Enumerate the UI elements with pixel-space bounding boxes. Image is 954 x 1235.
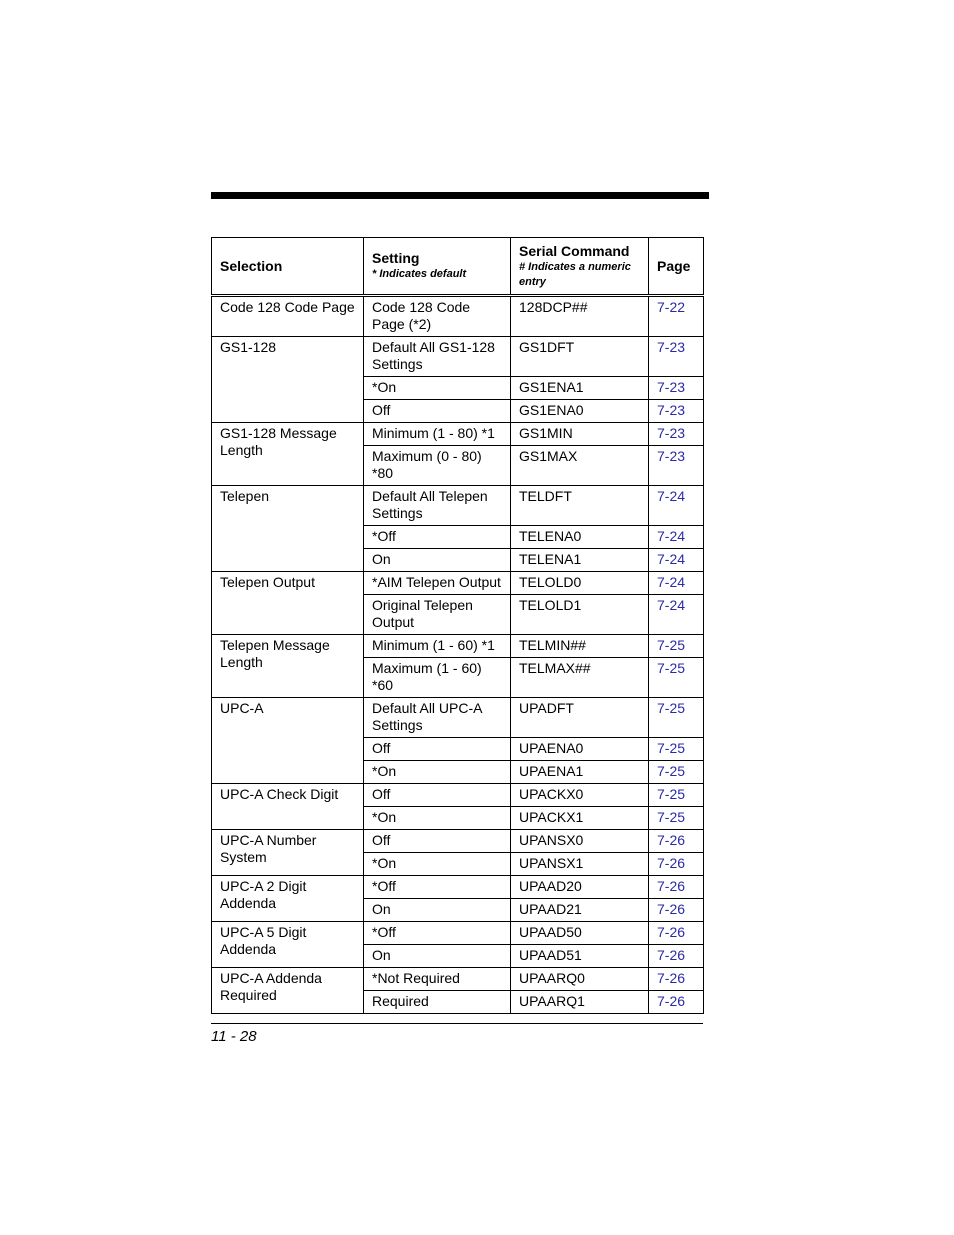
table-row bbox=[212, 423, 704, 446]
serial-command-cell: TELENA1 bbox=[511, 549, 649, 572]
setting-cell: *On bbox=[364, 377, 511, 400]
header-serial-command: Serial Command # Indicates a numeric entry bbox=[511, 238, 649, 296]
serial-command-cell: GS1DFT bbox=[511, 337, 649, 377]
serial-command-cell: GS1ENA0 bbox=[511, 400, 649, 423]
table-row bbox=[212, 296, 704, 337]
page-cell bbox=[649, 658, 704, 698]
page-cell bbox=[649, 549, 704, 572]
page-link[interactable]: 7-23 bbox=[657, 379, 686, 395]
setting-cell: Off bbox=[364, 400, 511, 423]
selection-cell: GS1-128 Message Length bbox=[212, 423, 364, 486]
page-link[interactable]: 7-26 bbox=[657, 993, 686, 1009]
header-selection: Selection bbox=[212, 238, 364, 296]
table-row bbox=[212, 698, 704, 738]
setting-cell: Required bbox=[364, 991, 511, 1014]
selection-cell: UPC-A Addenda Required bbox=[212, 968, 364, 1014]
setting-cell: Minimum (1 - 80) *1 bbox=[364, 423, 511, 446]
page-cell bbox=[649, 400, 704, 423]
page-cell bbox=[649, 446, 704, 486]
setting-cell: *Not Required bbox=[364, 968, 511, 991]
serial-command-cell: UPAARQ1 bbox=[511, 991, 649, 1014]
page-link[interactable]: 7-24 bbox=[657, 528, 686, 544]
setting-cell: Default All GS1-128 Settings bbox=[364, 337, 511, 377]
page-link[interactable]: 7-25 bbox=[657, 809, 686, 825]
setting-cell: *Off bbox=[364, 876, 511, 899]
page-cell bbox=[649, 830, 704, 853]
page-number: 11 - 28 bbox=[211, 1028, 257, 1045]
page-cell bbox=[649, 423, 704, 446]
setting-cell: Minimum (1 - 60) *1 bbox=[364, 635, 511, 658]
page-cell bbox=[649, 635, 704, 658]
selection-cell: Code 128 Code Page bbox=[212, 296, 364, 337]
serial-command-cell: TELDFT bbox=[511, 486, 649, 526]
selection-cell: Telepen bbox=[212, 486, 364, 572]
page-cell bbox=[649, 853, 704, 876]
selection-cell: Telepen Message Length bbox=[212, 635, 364, 698]
page-cell bbox=[649, 761, 704, 784]
setting-cell: Maximum (1 - 60) *60 bbox=[364, 658, 511, 698]
table-row bbox=[212, 572, 704, 595]
setting-cell: *On bbox=[364, 761, 511, 784]
page-link[interactable]: 7-23 bbox=[657, 402, 686, 418]
serial-command-cell: TELENA0 bbox=[511, 526, 649, 549]
setting-cell: Default All Telepen Settings bbox=[364, 486, 511, 526]
serial-command-cell: UPAAD51 bbox=[511, 945, 649, 968]
header-setting: Setting * Indicates default bbox=[364, 238, 511, 296]
page-link[interactable]: 7-25 bbox=[657, 786, 686, 802]
serial-command-cell: UPAAD20 bbox=[511, 876, 649, 899]
page-link[interactable]: 7-24 bbox=[657, 597, 686, 613]
table-header-row bbox=[212, 238, 704, 296]
setting-cell: On bbox=[364, 549, 511, 572]
page-link[interactable]: 7-22 bbox=[657, 299, 686, 315]
setting-cell: Maximum (0 - 80) *80 bbox=[364, 446, 511, 486]
page-cell bbox=[649, 784, 704, 807]
setting-cell: Off bbox=[364, 784, 511, 807]
page-link[interactable]: 7-25 bbox=[657, 740, 686, 756]
header-page: Page bbox=[649, 238, 704, 296]
setting-cell: Default All UPC-A Settings bbox=[364, 698, 511, 738]
setting-cell: *On bbox=[364, 807, 511, 830]
page-cell bbox=[649, 738, 704, 761]
page-cell bbox=[649, 572, 704, 595]
page-link[interactable]: 7-25 bbox=[657, 637, 686, 653]
setting-cell: *On bbox=[364, 853, 511, 876]
serial-command-cell: TELOLD1 bbox=[511, 595, 649, 635]
serial-command-cell: TELMIN## bbox=[511, 635, 649, 658]
setting-cell: *Off bbox=[364, 922, 511, 945]
serial-note: # Indicates a numeric entry bbox=[519, 260, 631, 288]
top-rule bbox=[211, 192, 709, 199]
page-link[interactable]: 7-26 bbox=[657, 970, 686, 986]
page-cell bbox=[649, 526, 704, 549]
page-cell bbox=[649, 922, 704, 945]
serial-command-cell: UPAENA0 bbox=[511, 738, 649, 761]
setting-cell: On bbox=[364, 899, 511, 922]
serial-command-cell: UPAENA1 bbox=[511, 761, 649, 784]
serial-command-cell: UPANSX0 bbox=[511, 830, 649, 853]
selection-cell: UPC-A 5 Digit Addenda bbox=[212, 922, 364, 968]
selection-cell: UPC-A bbox=[212, 698, 364, 784]
page-link[interactable]: 7-25 bbox=[657, 660, 686, 676]
setting-note: * Indicates default bbox=[372, 268, 467, 280]
table-row bbox=[212, 968, 704, 991]
setting-cell: Code 128 Code Page (*2) bbox=[364, 296, 511, 337]
serial-command-cell: TELOLD0 bbox=[511, 572, 649, 595]
page-link[interactable]: 7-25 bbox=[657, 763, 686, 779]
table-row bbox=[212, 784, 704, 807]
table-row bbox=[212, 922, 704, 945]
page-link[interactable]: 7-26 bbox=[657, 832, 686, 848]
table-row bbox=[212, 830, 704, 853]
page-cell bbox=[649, 991, 704, 1014]
serial-command-cell: GS1ENA1 bbox=[511, 377, 649, 400]
table-body bbox=[212, 296, 704, 1014]
serial-command-cell: UPAAD50 bbox=[511, 922, 649, 945]
serial-command-cell: GS1MAX bbox=[511, 446, 649, 486]
page-link[interactable]: 7-25 bbox=[657, 700, 686, 716]
serial-command-cell: UPADFT bbox=[511, 698, 649, 738]
page-link[interactable]: 7-23 bbox=[657, 448, 686, 464]
serial-command-cell: UPACKX0 bbox=[511, 784, 649, 807]
serial-command-cell: UPACKX1 bbox=[511, 807, 649, 830]
page-cell bbox=[649, 876, 704, 899]
table-row bbox=[212, 337, 704, 377]
page-link[interactable]: 7-24 bbox=[657, 574, 686, 590]
page-link[interactable]: 7-23 bbox=[657, 425, 686, 441]
page-cell bbox=[649, 945, 704, 968]
serial-command-cell: UPANSX1 bbox=[511, 853, 649, 876]
serial-command-cell: UPAARQ0 bbox=[511, 968, 649, 991]
setting-cell: *Off bbox=[364, 526, 511, 549]
table-row bbox=[212, 635, 704, 658]
page-cell bbox=[649, 595, 704, 635]
setting-cell: Original Telepen Output bbox=[364, 595, 511, 635]
footer-rule bbox=[211, 1023, 703, 1024]
page-cell bbox=[649, 807, 704, 830]
serial-command-cell: TELMAX## bbox=[511, 658, 649, 698]
serial-command-cell: 128DCP## bbox=[511, 296, 649, 337]
page-link[interactable]: 7-24 bbox=[657, 551, 686, 567]
page-cell bbox=[649, 968, 704, 991]
table-row bbox=[212, 876, 704, 899]
page-link[interactable]: 7-26 bbox=[657, 878, 686, 894]
page-link[interactable]: 7-26 bbox=[657, 924, 686, 940]
page-cell bbox=[649, 698, 704, 738]
page-link[interactable]: 7-26 bbox=[657, 947, 686, 963]
table-row bbox=[212, 486, 704, 526]
page-cell bbox=[649, 296, 704, 337]
serial-command-cell: UPAAD21 bbox=[511, 899, 649, 922]
selection-cell: UPC-A Check Digit bbox=[212, 784, 364, 830]
selection-cell: UPC-A 2 Digit Addenda bbox=[212, 876, 364, 922]
page-cell bbox=[649, 337, 704, 377]
page-cell bbox=[649, 899, 704, 922]
command-table bbox=[211, 237, 704, 1014]
page-link[interactable]: 7-24 bbox=[657, 488, 686, 504]
page-cell bbox=[649, 377, 704, 400]
setting-cell: Off bbox=[364, 830, 511, 853]
page-link[interactable]: 7-23 bbox=[657, 339, 686, 355]
page-cell bbox=[649, 486, 704, 526]
selection-cell: UPC-A Number System bbox=[212, 830, 364, 876]
page-link[interactable]: 7-26 bbox=[657, 901, 686, 917]
serial-command-cell: GS1MIN bbox=[511, 423, 649, 446]
setting-cell: Off bbox=[364, 738, 511, 761]
page-link[interactable]: 7-26 bbox=[657, 855, 686, 871]
setting-cell: *AIM Telepen Output bbox=[364, 572, 511, 595]
selection-cell: GS1-128 bbox=[212, 337, 364, 423]
setting-cell: On bbox=[364, 945, 511, 968]
selection-cell: Telepen Output bbox=[212, 572, 364, 635]
